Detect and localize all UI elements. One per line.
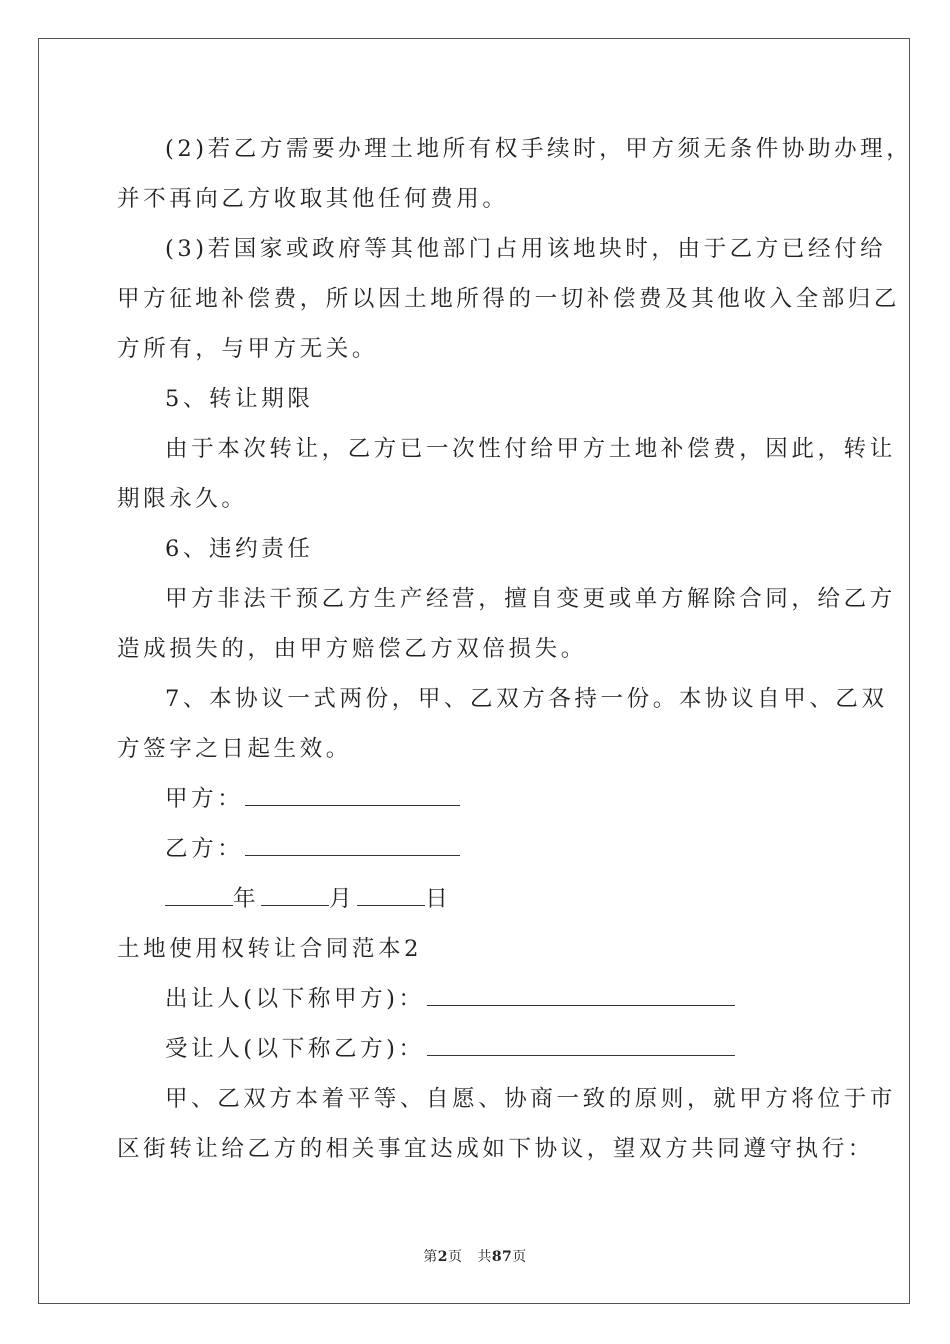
- day-label: 日: [425, 886, 452, 912]
- section2-title: 土地使用权转让合同范本2: [117, 936, 423, 962]
- transferor-line: [165, 984, 735, 1014]
- paragraph-line: 期限永久。: [117, 486, 248, 512]
- paragraph-line: 并不再向乙方收取其他任何费用。: [117, 186, 509, 212]
- party-b-signature-line: [165, 834, 460, 864]
- paragraph-line: 由于本次转让，乙方已一次性付给甲方土地补偿费，因此，转让: [165, 436, 896, 462]
- paragraph-line: 甲方征地补偿费，所以因土地所得的一切补偿费及其他收入全部归乙: [117, 286, 901, 312]
- transferor-label: 出让人(以下称甲方)：: [165, 986, 425, 1012]
- date-line: [165, 884, 451, 914]
- total-pages: 87: [491, 1249, 513, 1265]
- month-blank: [261, 885, 329, 906]
- paragraph-line: (2)若乙方需要办理土地所有权手续时，甲方须无条件协助办理，: [165, 136, 913, 162]
- year-label: 年: [233, 886, 260, 912]
- section-heading: 6、违约责任: [165, 536, 314, 562]
- paragraph-line: 甲方非法干预乙方生产经营，擅自变更或单方解除合同，给乙方: [165, 586, 896, 612]
- section-heading: 5、转让期限: [165, 386, 314, 412]
- party-a-blank: [245, 785, 460, 806]
- page-footer: [0, 1246, 950, 1266]
- party-b-label: 乙方：: [165, 836, 244, 862]
- party-a-signature-line: [165, 784, 460, 814]
- transferor-blank: [427, 985, 735, 1006]
- party-a-label: 甲方：: [165, 786, 244, 812]
- total-suffix: 页: [512, 1249, 527, 1265]
- party-b-blank: [245, 835, 460, 856]
- paragraph-line: 方签字之日起生效。: [117, 736, 352, 762]
- paragraph-line: 7、本协议一式两份，甲、乙双方各持一份。本协议自甲、乙双: [165, 686, 888, 712]
- paragraph-line: 甲、乙双方本着平等、自愿、协商一致的原则，就甲方将位于市: [165, 1086, 896, 1112]
- paragraph-line: 区街转让给乙方的相关事宜达成如下协议，望双方共同遵守执行：: [117, 1136, 874, 1162]
- page-prefix: 第: [423, 1249, 438, 1265]
- year-blank: [165, 885, 233, 906]
- page-suffix: 页: [447, 1249, 463, 1265]
- transferee-line: [165, 1034, 735, 1064]
- page-number: 2: [437, 1249, 448, 1265]
- month-label: 月: [329, 886, 356, 912]
- page-frame: [38, 38, 913, 1304]
- paragraph-line: (3)若国家或政府等其他部门占用该地块时，由于乙方已经付给: [165, 236, 887, 262]
- transferee-label: 受让人(以下称乙方)：: [165, 1036, 425, 1062]
- day-blank: [357, 885, 425, 906]
- total-prefix: 共: [477, 1249, 492, 1265]
- paragraph-line: 方所有，与甲方无关。: [117, 336, 379, 362]
- paragraph-line: 造成损失的，由甲方赔偿乙方双倍损失。: [117, 636, 587, 662]
- transferee-blank: [427, 1035, 735, 1056]
